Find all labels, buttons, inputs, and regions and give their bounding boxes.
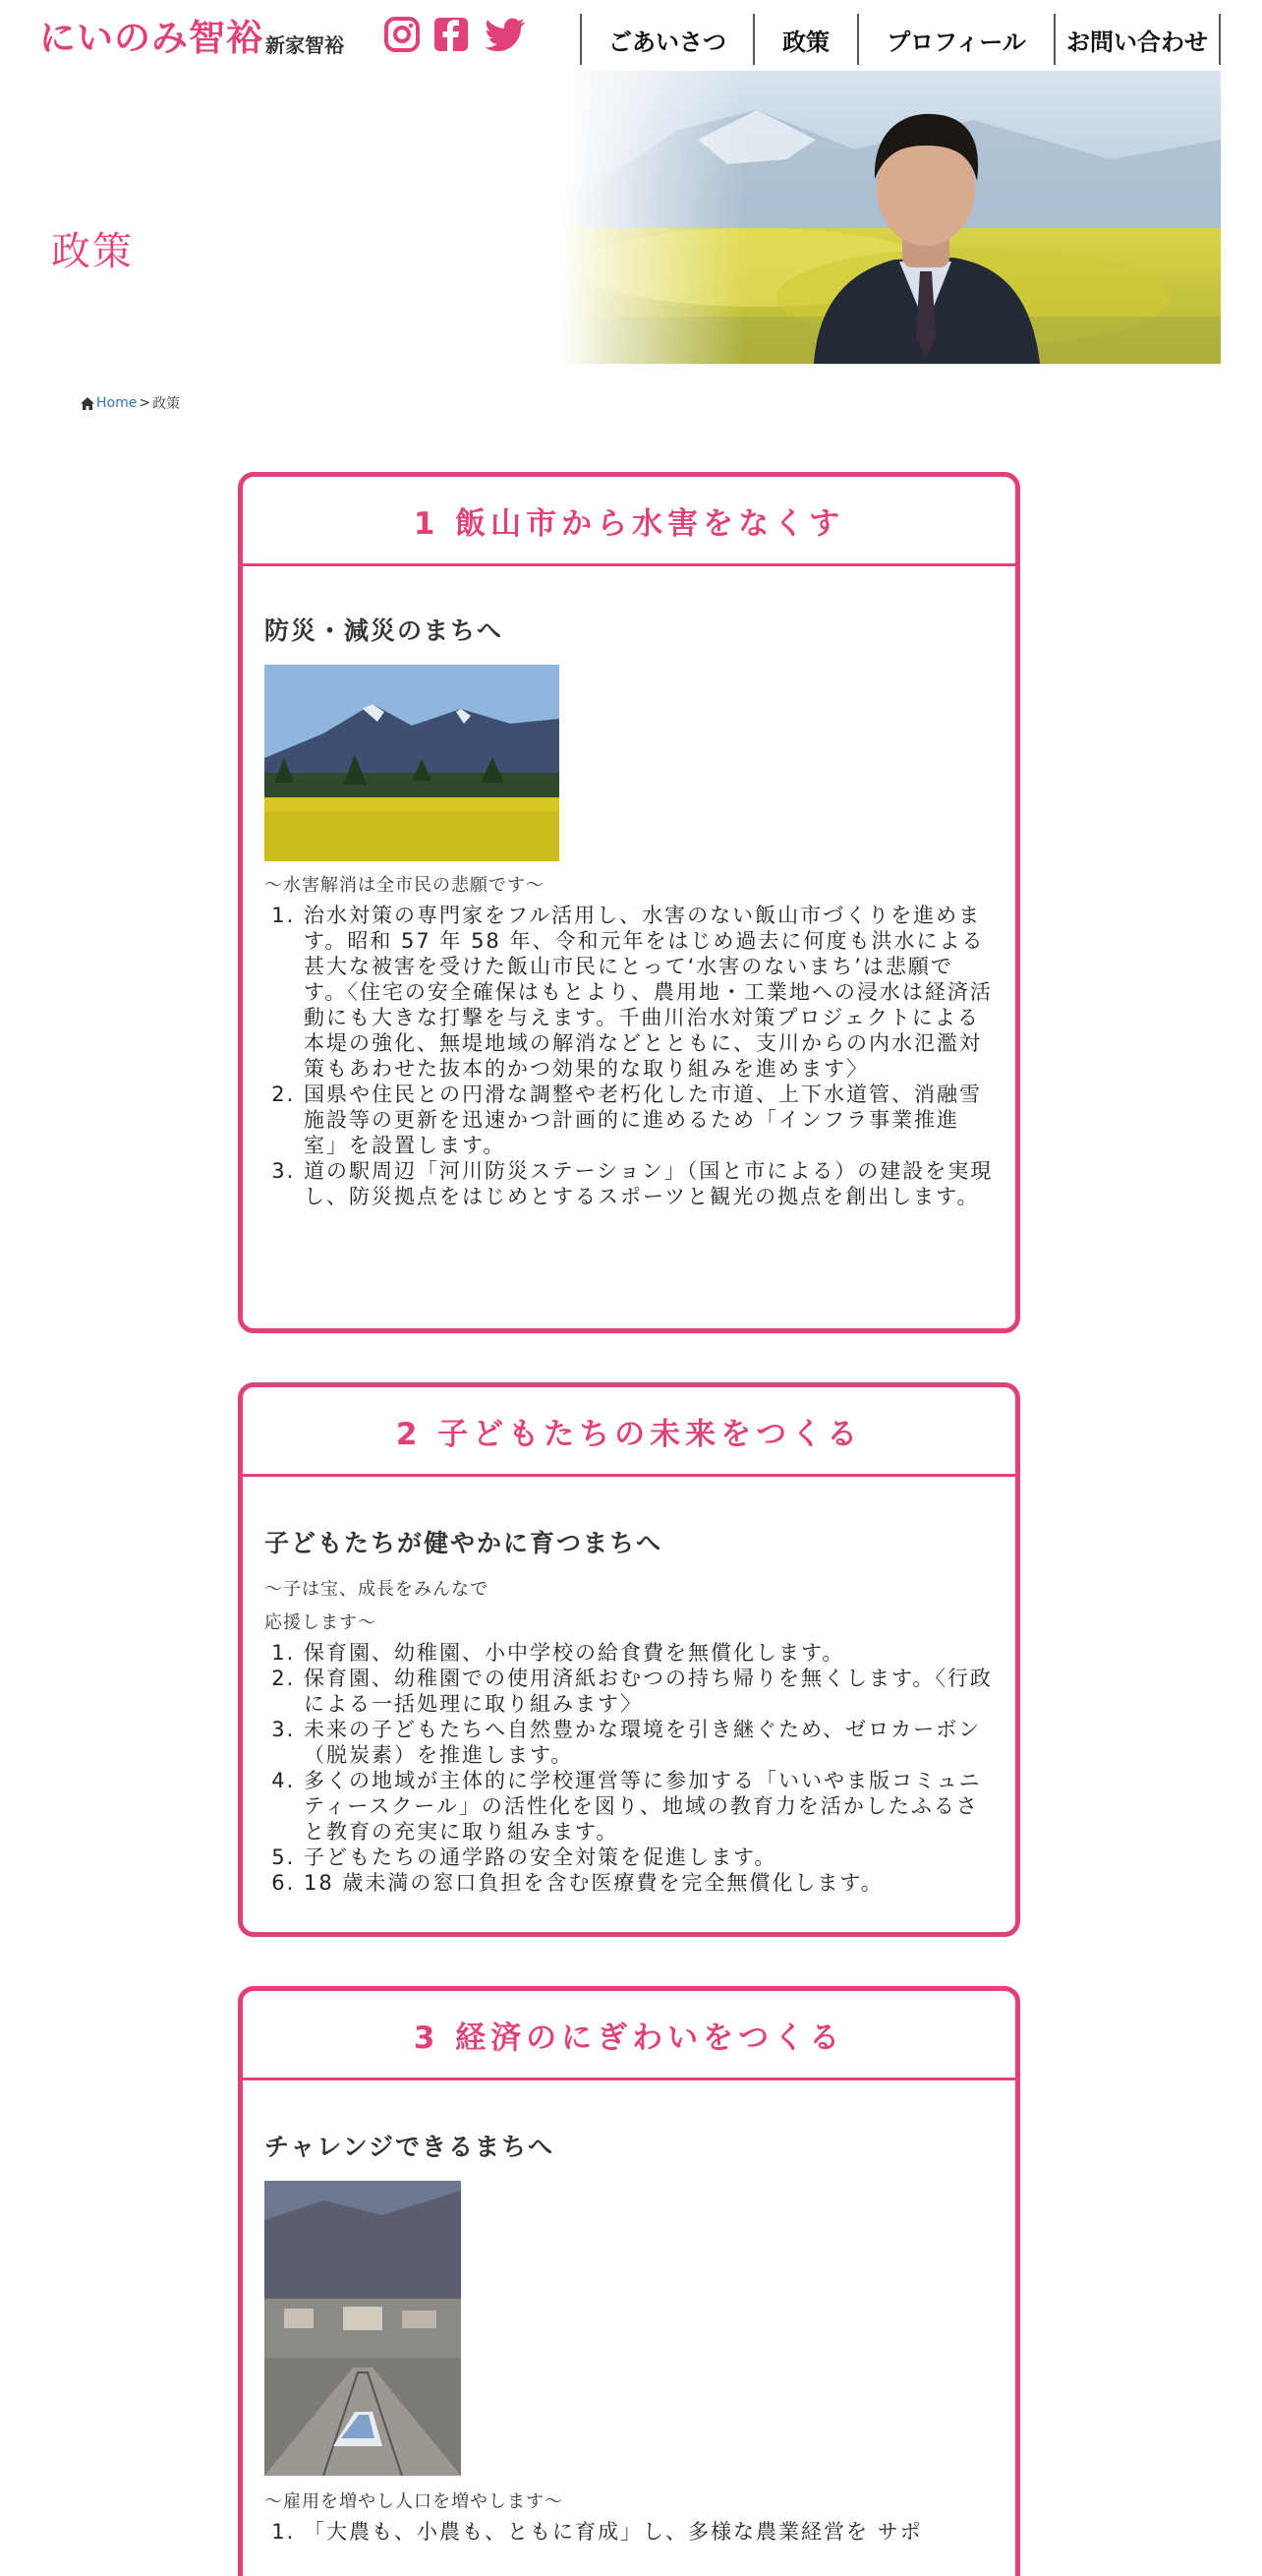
policy-caption: 応援します〜 [264,1612,376,1633]
nav-profile[interactable]: プロフィール [857,14,1054,65]
nav-contact[interactable]: お問い合わせ [1054,14,1219,65]
policy-item: 1. 「大農も、小農も、ともに育成」し、多様な農業経営を サポ [304,2519,994,2545]
policy-item: 3. 道の駅周辺「河川防災ステーション」（国と市による）の建設を実現し、防災拠点をはじめとするスポーツと観光の拠点を創出します。 [304,1158,994,1209]
page-title: 政策 [51,229,134,274]
mountain-flowers-photo [264,665,559,861]
policy-title: 3 経済のにぎわいをつくる [243,1991,1015,2080]
site-logo-subtitle: 新家智裕 [265,33,344,57]
policy-caption: 〜雇用を増やし人口を増やします〜 [264,2491,563,2512]
breadcrumb [81,393,180,413]
policy-item: 2. 保育園、幼稚園での使用済紙おむつの持ち帰りを無くします。〈行政による一括処理に取り組みます〉 [304,1666,994,1717]
breadcrumb-current: 政策 [152,396,181,412]
policy-subtitle: 防災・減災のまちへ [264,616,504,645]
policy-list [264,903,994,1209]
candidate-photo [560,71,1221,364]
policy-item: 2. 国県や住民との円滑な調整や老朽化した市道、上下水道管、消融雪施設等の更新を迅速かつ計画的に進めるため「インフラ事業推進室」を設置します。 [304,1082,994,1158]
policy-card-1 [238,472,1020,1333]
policy-item: 4. 多くの地域が主体的に学校運営等に参加する「いいやま版コミュニティースクール」の活性化を図り、地域の教育力を活かしたふるさと教育の充実に取り組みます。 [304,1768,994,1844]
policy-item: 3. 未来の子どもたちへ自然豊かな環境を引き継ぐため、ゼロカーボン（脱炭素）を推進します。 [304,1717,994,1768]
facebook-icon[interactable] [432,16,470,53]
site-header [0,0,1262,71]
breadcrumb-separator: > [139,395,151,411]
policy-item: 1. 保育園、幼稚園、小中学校の給食費を無償化します。 [304,1640,994,1666]
policy-list [264,2519,994,2545]
shinkansen-photo [264,2181,461,2476]
policy-subtitle: チャレンジできるまちへ [264,2133,555,2161]
policy-subtitle: 子どもたちが健やかに育つまちへ [264,1529,663,1557]
policy-list [264,1640,994,1896]
policy-item: 5. 子どもたちの通学路の安全対策を促進します。 [304,1844,994,1870]
nav-divider [1219,14,1221,65]
policy-caption: 〜子は宝、成長をみんなで [264,1579,488,1600]
policy-title: 2 子どもたちの未来をつくる [243,1387,1015,1477]
policy-item: 1. 治水対策の専門家をフル活用し、水害のない飯山市づくりを進めます。昭和 57 年 58 年、令和元年をはじめ過去に何度も洪水による甚大な被害を受けた飯山市民にとって‘水害のないまち’は悲願です。〈住宅の安全確保はもとより、農用地・工業地への浸水は経済活動にも大きな打撃を与えます。千曲川治水対策プロジェクトによる本堤の強化、無堤地域の解消などとともに、支川からの内水氾濫対策もあわせた抜本的かつ効果的な取り組みを進めます〉 [304,903,994,1082]
site-logo[interactable]: にいのみ智裕 [39,17,263,59]
breadcrumb-home-link[interactable]: Home [96,395,138,411]
home-icon[interactable] [81,397,94,410]
twitter-icon[interactable] [484,16,527,53]
nav-policy[interactable]: 政策 [753,14,857,65]
instagram-icon[interactable] [383,16,421,53]
policy-card-2 [238,1382,1020,1937]
policy-card-3 [238,1986,1020,2576]
policy-item: 6. 18 歳未満の窓口負担を含む医療費を完全無償化します。 [304,1870,994,1896]
policy-caption: 〜水害解消は全市民の悲願です〜 [264,875,545,896]
nav-greeting[interactable]: ごあいさつ [580,14,753,65]
policy-title: 1 飯山市から水害をなくす [243,477,1015,566]
